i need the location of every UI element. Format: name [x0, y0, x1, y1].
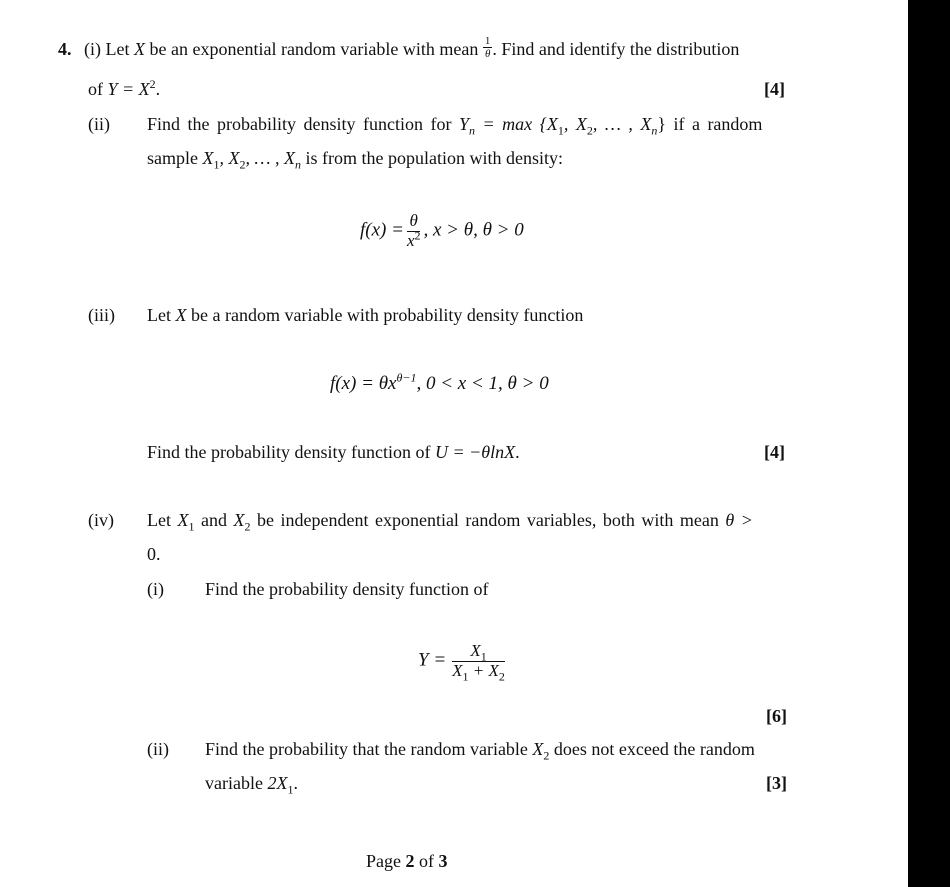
- text: and: [194, 510, 234, 530]
- eq-lhs: Y =: [418, 649, 447, 671]
- subscript: 1: [557, 123, 564, 138]
- frac-num: 1: [484, 35, 491, 48]
- den-var: X: [452, 660, 463, 680]
- text: does not exceed the random: [549, 739, 755, 759]
- subscript: n: [295, 157, 301, 172]
- part-ii-line1: [147, 113, 763, 138]
- equation: , X: [219, 148, 240, 168]
- part-iv-ii-line2: [205, 772, 298, 797]
- frac-num: θ: [407, 212, 421, 232]
- subscript: 1: [188, 519, 195, 534]
- equation: , … , X: [592, 114, 652, 134]
- subscript: n: [651, 123, 658, 138]
- page-footer: [366, 850, 448, 872]
- eq-fraction: [407, 212, 421, 250]
- frac-den: [406, 228, 421, 251]
- equation: = max {X: [474, 114, 558, 134]
- equation: 2X: [267, 773, 288, 793]
- eq-lhs: f(x) = θx: [330, 373, 397, 394]
- text: of: [88, 79, 108, 99]
- text: Find the probability density function of: [147, 442, 435, 462]
- text: variable: [205, 773, 268, 793]
- density-equation-ii: [360, 212, 524, 250]
- text: be a random variable with probability density function: [186, 305, 584, 325]
- text: .: [155, 79, 161, 99]
- part-iv-i-text: Find the probability density function of: [205, 579, 489, 599]
- den-plus: + X: [468, 660, 499, 680]
- subscript: 2: [244, 519, 251, 534]
- eq-rhs: , 0 < x < 1, θ > 0: [416, 373, 549, 394]
- text: .: [293, 773, 298, 793]
- text: sample: [147, 148, 203, 168]
- question-number: 4.: [58, 39, 72, 59]
- footer-text: of: [414, 851, 439, 871]
- var-y: Y: [458, 114, 469, 134]
- text: be an exponential random variable with mean: [145, 39, 483, 59]
- superscript: 2: [149, 77, 156, 91]
- subscript: 2: [498, 669, 505, 684]
- part-i-label: (i): [84, 39, 101, 59]
- page-total: 3: [438, 851, 448, 871]
- mean-fraction: [483, 35, 493, 60]
- equation: X: [233, 510, 245, 530]
- part-iv-ii-line1: [205, 738, 755, 763]
- part-iii-line2: [147, 441, 520, 463]
- equation: X: [532, 739, 544, 759]
- subscript: 1: [213, 157, 220, 172]
- subscript: 2: [586, 123, 593, 138]
- var-x: X: [134, 39, 145, 59]
- part-ii-label: (ii): [88, 114, 110, 134]
- footer-text: Page: [366, 851, 406, 871]
- num-var: X: [470, 641, 481, 660]
- marks-part-iii: [4]: [764, 442, 785, 462]
- frac-den: θ: [484, 48, 491, 61]
- equation: X: [202, 148, 214, 168]
- marks-part-iv-i: [6]: [766, 706, 787, 726]
- subscript: 1: [287, 782, 294, 797]
- text: .: [515, 442, 520, 462]
- part-iv-line2: 0.: [147, 544, 161, 564]
- var-x: X: [175, 305, 187, 325]
- superscript: θ−1: [396, 370, 417, 385]
- text: Let: [147, 305, 176, 325]
- part-iv-i-label: (i): [147, 579, 164, 599]
- den-var: x: [406, 230, 415, 250]
- part-iii-line1: [147, 304, 583, 326]
- text: Find the probability that the random variable: [205, 739, 533, 759]
- text: is from the population with density:: [301, 148, 563, 168]
- marks-part-iv-ii: [3]: [766, 773, 787, 793]
- part-i-line1: [58, 35, 740, 61]
- page-number: 2: [405, 851, 415, 871]
- equation: Y = X: [107, 79, 150, 99]
- subscript: 1: [480, 649, 487, 664]
- eq-lhs: f(x) =: [360, 219, 404, 241]
- subscript: 1: [462, 669, 469, 684]
- subscript: 2: [543, 748, 550, 763]
- frac-num: [452, 642, 505, 662]
- part-iv-label: (iv): [88, 510, 114, 530]
- part-ii-line2: [147, 147, 563, 172]
- part-iii-label: (iii): [88, 305, 115, 325]
- text: . Find and identify the distribution: [492, 39, 740, 59]
- text: if a random: [665, 114, 763, 134]
- part-iv-ii-label: (ii): [147, 739, 169, 759]
- superscript: 2: [414, 228, 421, 243]
- ratio-equation: [418, 641, 505, 684]
- text: be independent exponential random variables, both with mean: [250, 510, 726, 530]
- frac-den: [452, 660, 505, 684]
- dark-edge: [908, 0, 950, 887]
- eq-rhs: , x > θ, θ > 0: [423, 219, 524, 241]
- marks-part-i: [4]: [764, 79, 785, 99]
- density-equation-iii: [330, 370, 549, 395]
- part-iv-line1: [147, 509, 753, 534]
- text: Let: [147, 510, 178, 530]
- text: Let: [105, 39, 134, 59]
- equation: , X: [563, 114, 587, 134]
- equation: X: [177, 510, 189, 530]
- equation: θ >: [725, 510, 753, 530]
- text: Find the probability density function for: [147, 114, 459, 134]
- part-i-line2: [88, 78, 160, 100]
- subscript: 2: [239, 157, 246, 172]
- eq-fraction: [452, 641, 505, 684]
- subscript: n: [468, 123, 475, 138]
- equation: U = −θlnX: [434, 442, 516, 462]
- equation: }: [657, 114, 666, 134]
- equation: , … , X: [245, 148, 295, 168]
